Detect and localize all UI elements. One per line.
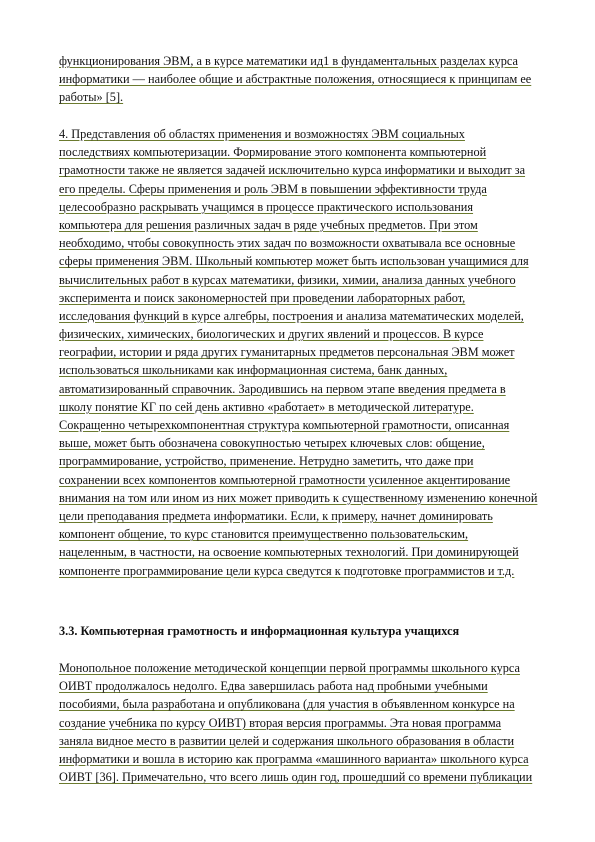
text-line: внимания на том или ином из них может приводить к существенному изменению конечной (59, 490, 538, 505)
text-line: исследования функций в курсе алгебры, построения и анализа математических моделей, (59, 308, 524, 323)
text-line: выше, может быть обозначена совокупностью четырех ключевых слов: общение, (59, 436, 485, 451)
section-heading: 3.3. Компьютерная грамотность и информационная культура учащихся (59, 624, 460, 638)
text-line: 4. Представления об областях применения и возможностях ЭВМ социальных (59, 127, 465, 141)
paragraph-3 (59, 659, 559, 786)
text-line: ОИВТ [36]. Примечательно, что всего лишь один год, прошедший со времени публикации (59, 770, 533, 785)
text-line: информатики и вошла в историю как программа «машинного варианта» школьного курса (59, 751, 529, 766)
text-line: информатики — наиболее общие и абстрактные положения, относящиеся к принципам ее (59, 72, 532, 87)
section-heading-block (59, 622, 559, 640)
text-line: грамотности также не является задачей исключительно курса информатики и выходит за (59, 163, 526, 178)
text-line: его пределы. Сферы применения и роль ЭВМ в повышении эффективности труда (59, 181, 487, 196)
text-line: компоненте программирование цели курса сведутся к подготовке программистов и т.д. (59, 563, 515, 578)
text-line: сферы применения ЭВМ. Школьный компьютер может быть использован учащимися для (59, 254, 529, 269)
text-line: заняла видное место в развитии целей и содержания школьного образования в области (59, 733, 515, 748)
text-line: использоваться школьниками как информационная система, банк данных, (59, 363, 448, 378)
text-line: географии, истории и ряда других гуманитарных предметов персональная ЭВМ может (59, 345, 515, 360)
text-line: нацеленным, в частности, на освоение компьютерных технологий. При доминирующей (59, 545, 519, 560)
text-line: последствиях компьютеризации. Формирование этого компонента компьютерной (59, 145, 487, 160)
paragraph-2 (59, 125, 559, 580)
paragraph-1 (59, 52, 559, 107)
text-line: цели преподавания предмета информатики. Если, к примеру, начнет доминировать (59, 508, 493, 523)
text-line: компьютера для решения различных задач в ряде учебных предметов. При этом (59, 217, 478, 232)
text-line: вычислительных работ в курсах математики, физики, химии, анализа данных учебного (59, 272, 516, 287)
text-line: создание учебника по курсу ОИВТ) вторая версия программы. Эта новая программа (59, 715, 502, 730)
text-line: необходимо, чтобы совокупность этих задач по возможности охватывала все основные (59, 236, 516, 251)
text-line: работы» [5]. (59, 90, 124, 105)
text-line: ОИВТ продолжалось недолго. Едва завершилась работа над пробными учебными (59, 679, 488, 694)
text-line: программирование, устройство, применение. Нетрудно заметить, что даже при (59, 454, 474, 469)
text-line: Монопольное положение методической концепции первой программы школьного курса (59, 661, 520, 675)
text-line: сохранении всех компонентов компьютерной грамотности усиленное акцентирование (59, 472, 511, 487)
text-line: целесообразно раскрывать учащимся в процессе практического использования (59, 199, 474, 214)
text-line: эксперимента и поиск закономерностей при проведении лабораторных работ, (59, 290, 466, 305)
text-line: школу понятие КГ по сей день активно «работает» в методической литературе. (59, 399, 474, 414)
text-line: автоматизированный справочник. Зародившись на первом этапе введения предмета в (59, 381, 506, 396)
text-line: функционирования ЭВМ, а в курсе математики ид1 в фундаментальных разделах курса (59, 54, 518, 68)
text-line: физических, химических, биологических и других явлений и процессов. В курсе (59, 327, 484, 342)
text-line: Сокращенно четырехкомпонентная структура компьютерной грамотности, описанная (59, 418, 510, 432)
text-line: компонент общение, то курс становится преимущественно пользовательским, (59, 527, 469, 542)
text-line: пособиями, была разработана и опубликована (для участия в объявленном конкурсе на (59, 697, 515, 712)
